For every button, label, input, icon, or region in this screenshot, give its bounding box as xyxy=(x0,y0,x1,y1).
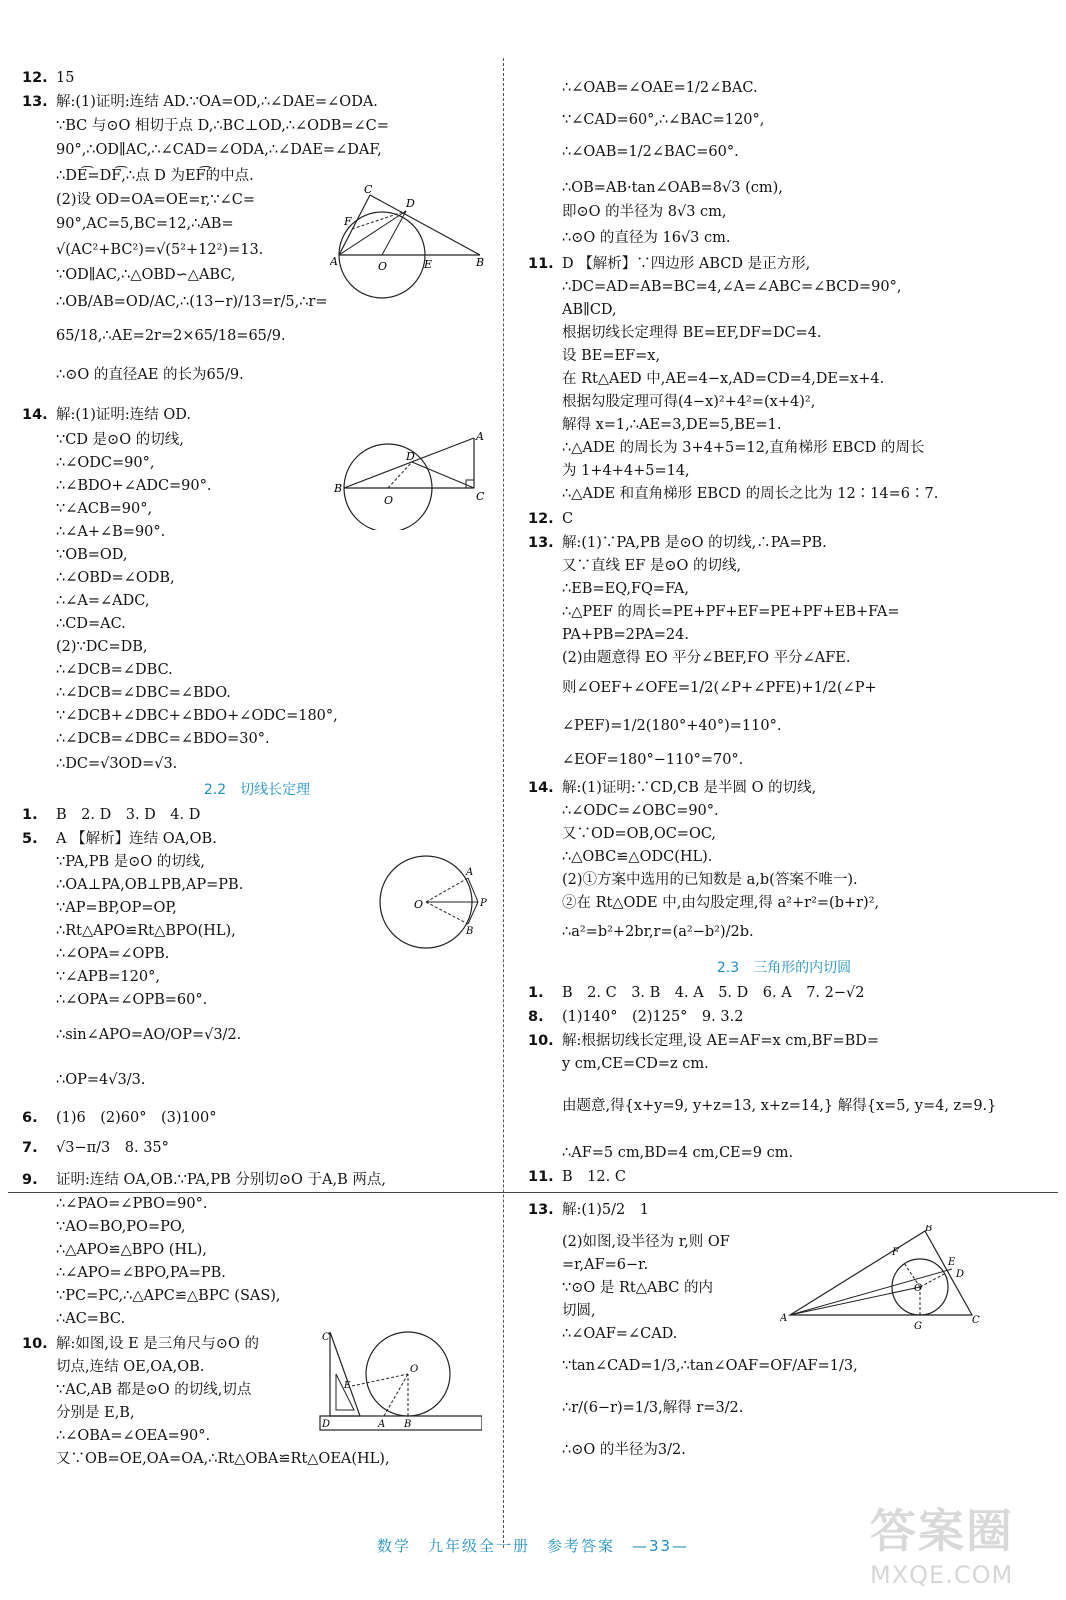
answer-line xyxy=(528,750,743,770)
answer-text: ∴DC=√3OD=√3. xyxy=(56,756,178,772)
answer-line xyxy=(528,533,827,553)
answer-line xyxy=(528,461,690,481)
answer-line xyxy=(22,365,244,385)
answer-line xyxy=(22,499,152,519)
answer-text: ∴∠DCB=∠DBC=∠BDO=30°. xyxy=(56,731,270,747)
answer-text: ∵BC 与⊙O 相切于点 D,∴BC⊥OD,∴∠ODB=∠C= xyxy=(56,118,389,134)
answer-line xyxy=(528,1031,879,1051)
fig-label: A xyxy=(780,1313,788,1324)
answer-line xyxy=(22,898,177,918)
answer-text: 分别是 E,B, xyxy=(56,1405,135,1421)
question-number: 12. xyxy=(528,511,554,527)
answer-text: ∵∠CAD=60°,∴∠BAC=120°, xyxy=(562,112,765,128)
answer-text: 解:(1)5/2 1 xyxy=(562,1202,649,1218)
answer-line xyxy=(528,484,938,504)
answer-text: 65/18,∴AE=2r=2×65/18=65/9. xyxy=(56,328,286,344)
question-number: 11. xyxy=(528,256,554,272)
answer-text: (2)∵DC=DB, xyxy=(56,639,148,655)
answer-line xyxy=(22,1426,210,1446)
answer-text: (1)140° (2)125° 9. 3.2 xyxy=(562,1009,744,1025)
answer-text: 解得 x=1,∴AE=3,DE=5,BE=1. xyxy=(562,417,782,433)
answer-line xyxy=(528,228,730,248)
answer-line xyxy=(528,1440,686,1460)
question-number: 14. xyxy=(22,407,48,423)
answer-text: ∴DC=AD=AB=BC=4,∠A=∠ABC=∠BCD=90°, xyxy=(562,279,902,295)
answer-line xyxy=(22,568,175,588)
answer-text: ∵CD 是⊙O 的切线, xyxy=(56,432,184,448)
answer-text: 在 Rt△AED 中,AE=4−x,AD=CD=4,DE=x+4. xyxy=(562,371,885,387)
answer-line xyxy=(528,556,741,576)
answer-text: ∵∠APB=120°, xyxy=(56,969,160,985)
answer-text: 切圆, xyxy=(562,1303,596,1319)
answer-line xyxy=(528,1143,793,1163)
answer-text: 90°,AC=5,BC=12,∴AB= xyxy=(56,216,234,232)
question-number: 10. xyxy=(528,1033,554,1049)
answer-line xyxy=(22,1170,386,1190)
answer-line xyxy=(528,277,901,297)
fig-label: O xyxy=(378,260,388,273)
answer-text: ∴AC=BC. xyxy=(56,1311,126,1327)
fig-label: G xyxy=(914,1321,922,1332)
answer-line xyxy=(22,140,382,160)
answer-text: ∴△ADE 和直角梯形 EBCD 的周长之比为 12∶14=6∶7. xyxy=(562,486,939,502)
answer-line xyxy=(528,1255,648,1275)
fig-label: C xyxy=(322,1332,330,1343)
question-number: 12. xyxy=(22,70,48,86)
answer-text: ∴Rt△APO≌Rt△BPO(HL), xyxy=(56,923,236,939)
answer-line xyxy=(22,68,74,88)
answer-line xyxy=(528,893,879,913)
answer-text: ∴∠OAB=1/2∠BAC=60°. xyxy=(562,144,739,160)
answer-text: ∴a²=b²+2br,r=(a²−b²)/2b. xyxy=(562,924,754,940)
answer-line xyxy=(528,142,739,162)
answer-line xyxy=(22,921,236,941)
question-number: 10. xyxy=(22,1336,48,1352)
answer-text: 解:(1)证明:连结 AD.∵OA=OD,∴∠DAE=∠ODA. xyxy=(56,94,378,110)
answer-line xyxy=(528,1167,626,1187)
answer-line xyxy=(22,522,165,542)
figure-q5-tangent-lines xyxy=(370,850,500,950)
answer-text: C xyxy=(562,511,574,527)
answer-line xyxy=(528,958,1040,978)
question-number: 13. xyxy=(528,535,554,551)
answer-line xyxy=(22,326,286,346)
answer-line xyxy=(528,202,727,222)
answer-text: =r,AF=6−r. xyxy=(562,1257,649,1273)
section-heading: 2.3 三角形的内切圆 xyxy=(716,960,852,976)
section-heading: 2.2 切线长定理 xyxy=(203,782,311,798)
answer-line xyxy=(22,430,184,450)
answer-line xyxy=(22,754,177,774)
fig-label: C xyxy=(972,1315,980,1326)
answer-text: ∵AO=BO,PO=PO, xyxy=(56,1219,186,1235)
answer-line xyxy=(528,801,719,821)
answer-text: ∴⊙O 的直径为 16√3 cm. xyxy=(562,230,731,246)
question-number: 14. xyxy=(528,780,554,796)
fig-label: O xyxy=(384,494,394,507)
answer-line xyxy=(528,178,783,198)
question-number: 1. xyxy=(528,985,544,1001)
answer-text: ∴⊙O 的半径为3/2. xyxy=(562,1442,686,1458)
answer-text: ∴∠OAF=∠CAD. xyxy=(562,1326,678,1342)
answer-text: 解:如图,设 E 是三角尺与⊙O 的 xyxy=(56,1336,259,1352)
answer-line xyxy=(22,214,234,234)
answer-line xyxy=(22,476,212,496)
answer-line xyxy=(528,369,884,389)
fig-label: P xyxy=(480,898,487,909)
answer-text: (2)①方案中选用的已知数是 a,b(答案不唯一). xyxy=(562,872,858,888)
answer-line xyxy=(22,1357,204,1377)
answer-text: ∴DE͡=DF͡,∴点 D 为EF͡的中点. xyxy=(56,168,254,184)
fig-label: C xyxy=(364,183,373,196)
answer-text: 解:(1)证明:连结 OD. xyxy=(56,407,192,423)
fig-label: B xyxy=(925,1225,933,1234)
answer-text: PA+PB=2PA=24. xyxy=(562,627,689,643)
answer-line xyxy=(22,190,255,210)
answer-text: D 【解析】∵四边形 ABCD 是正方形, xyxy=(562,256,811,272)
answer-text: 为 1+4+4+5=14, xyxy=(562,463,690,479)
fig-label: A xyxy=(330,255,338,268)
fig-label: A xyxy=(476,430,484,443)
answer-text: ∵AP=BP,OP=OP, xyxy=(56,900,177,916)
answer-line xyxy=(528,1232,730,1252)
answer-text: 解:(1)证明:∵CD,CB 是半圆 O 的切线, xyxy=(562,780,817,796)
answer-line xyxy=(528,438,924,458)
answer-text: ∴∠ODC=90°, xyxy=(56,455,155,471)
answer-line xyxy=(22,1194,208,1214)
answer-line xyxy=(22,1380,251,1400)
answer-line xyxy=(528,346,660,366)
answer-text: 设 BE=EF=x, xyxy=(562,348,661,364)
answer-text: B 12. C xyxy=(562,1169,626,1185)
answer-line xyxy=(22,990,207,1010)
answer-line xyxy=(528,648,850,668)
figure-q10-set-square xyxy=(312,1330,482,1440)
answer-line xyxy=(22,116,389,136)
answer-line xyxy=(22,591,149,611)
answer-text: 证明:连结 OA,OB.∵PA,PB 分别切⊙O 于A,B 两点, xyxy=(56,1172,386,1188)
answer-line xyxy=(528,870,858,890)
answer-text: 又∵OD=OB,OC=OC, xyxy=(562,826,717,842)
answer-line xyxy=(528,509,573,529)
answer-text: ∴∠OPA=∠OPB=60°. xyxy=(56,992,208,1008)
answer-line xyxy=(528,1324,677,1344)
answer-line xyxy=(22,1108,216,1128)
answer-line xyxy=(22,944,169,964)
answer-text: ∴∠DCB=∠DBC. xyxy=(56,662,173,678)
answer-text: A 【解析】连结 OA,OB. xyxy=(56,831,217,847)
answer-text: ∠PEF)=1/2(180°+40°)=110°. xyxy=(562,718,782,734)
answer-line xyxy=(528,78,758,98)
answer-text: (2)如图,设半径为 r,则 OF xyxy=(562,1234,730,1250)
answer-line xyxy=(22,545,128,565)
answer-text: ∴∠DCB=∠DBC=∠BDO. xyxy=(56,685,231,701)
answer-line xyxy=(22,1138,169,1158)
fig-label: F xyxy=(344,215,352,228)
answer-text: ∴△PEF 的周长=PE+PF+EF=PE+PF+EB+FA= xyxy=(562,604,900,620)
figure-q14-circle-triangle xyxy=(330,430,490,530)
question-number: 7. xyxy=(22,1140,38,1156)
answer-line xyxy=(528,1096,996,1116)
answer-text: ∴CD=AC. xyxy=(56,616,126,632)
answer-line xyxy=(528,602,900,622)
answer-line xyxy=(22,265,236,285)
answer-text: ∵PC=PC,∴△APC≌△BPC (SAS), xyxy=(56,1288,281,1304)
answer-line xyxy=(528,1356,858,1376)
fig-label: O xyxy=(914,1283,923,1294)
answer-line xyxy=(22,453,154,473)
question-number: 13. xyxy=(528,1202,554,1218)
answer-text: 根据勾股定理可得(4−x)²+4²=(x+4)², xyxy=(562,394,816,410)
answer-line xyxy=(22,614,126,634)
answer-text: ∴EB=EQ,FQ=FA, xyxy=(562,581,689,597)
fig-label: D xyxy=(322,1419,331,1430)
answer-line xyxy=(22,780,492,800)
question-number: 1. xyxy=(22,807,38,823)
fig-label: D xyxy=(406,197,415,210)
answer-text: 90°,∴OD∥AC,∴∠CAD=∠ODA,∴∠DAE=∠DAF, xyxy=(56,142,382,158)
fig-label: F xyxy=(892,1247,899,1258)
answer-text: ∴∠ODC=∠OBC=90°. xyxy=(562,803,719,819)
fig-label: E xyxy=(948,1257,956,1268)
fig-label: O xyxy=(414,898,424,911)
question-number: 8. xyxy=(528,1009,544,1025)
answer-text: ∴∠A+∠B=90°. xyxy=(56,524,166,540)
answer-text: ∴∠A=∠ADC, xyxy=(56,593,150,609)
answer-line xyxy=(528,1007,743,1027)
question-number: 9. xyxy=(22,1172,38,1188)
answer-text: ∵∠ACB=90°, xyxy=(56,501,153,517)
fig-label: E xyxy=(424,258,433,271)
answer-line xyxy=(528,579,689,599)
answer-text: 切点,连结 OE,OA,OB. xyxy=(56,1359,205,1375)
answer-text: ∴OB=AB·tan∠OAB=8√3 (cm), xyxy=(562,180,783,196)
page-footer: 数学 九年级全一册 参考答案 —33— xyxy=(376,1537,690,1555)
answer-line xyxy=(528,847,712,867)
answer-text: 根据切线长定理得 BE=EF,DF=DC=4. xyxy=(562,325,822,341)
answer-line xyxy=(528,983,864,1003)
answer-text: ②在 Rt△ODE 中,由勾股定理,得 a²+r²=(b+r)², xyxy=(562,895,880,911)
answer-line xyxy=(22,852,205,872)
answer-line xyxy=(528,254,810,274)
answer-text: ∴∠OPA=∠OPB. xyxy=(56,946,170,962)
answer-line xyxy=(528,392,815,412)
answer-line xyxy=(22,405,191,425)
question-number: 11. xyxy=(528,1169,554,1185)
answer-text: B 2. C 3. B 4. A 5. D 6. A 7. 2−√2 xyxy=(562,985,865,1001)
fig-label: O xyxy=(410,1364,419,1375)
fig-label: B xyxy=(334,482,343,495)
watermark-text: 答案圈 xyxy=(870,1504,1014,1558)
answer-line xyxy=(22,1070,145,1090)
answer-text: ∵⊙O 是 Rt△ABC 的内 xyxy=(562,1280,713,1296)
answer-text: ∵AC,AB 都是⊙O 的切线,切点 xyxy=(56,1382,252,1398)
figure-q13-circle-tangent xyxy=(330,180,490,300)
answer-text: ∴∠OAB=∠OAE=1/2∠BAC. xyxy=(562,80,758,96)
figure-q13-incircle xyxy=(780,1225,995,1335)
answer-text: ∵OD∥AC,∴△OBD∽△ABC, xyxy=(56,267,236,283)
answer-text: ∴OA⊥PA,OB⊥PB,AP=PB. xyxy=(56,877,244,893)
answer-text: 解:根据切线长定理,设 AE=AF=x cm,BF=BD= xyxy=(562,1033,880,1049)
answer-line xyxy=(22,729,270,749)
answer-text: 15 xyxy=(56,70,75,86)
fig-label: E xyxy=(344,1381,351,1391)
answer-line xyxy=(22,637,148,657)
answer-text: ∴AF=5 cm,BD=4 cm,CE=9 cm. xyxy=(562,1145,794,1161)
answer-line xyxy=(22,292,328,312)
fig-label: D xyxy=(406,450,415,463)
answer-text: ∴△APO≌△BPO (HL), xyxy=(56,1242,207,1258)
answer-text: 由题意,得{x+y=9, y+z=13, x+z=14,} 解得{x=5, y=4, z=9.} xyxy=(562,1098,997,1114)
answer-line xyxy=(528,824,716,844)
fig-label: C xyxy=(476,490,485,503)
answer-line xyxy=(22,706,338,726)
answer-line xyxy=(528,678,877,698)
answer-line xyxy=(528,922,754,942)
answer-line xyxy=(22,166,254,186)
answer-line xyxy=(22,1217,186,1237)
fig-label: A xyxy=(378,1419,386,1430)
answer-line xyxy=(22,683,231,703)
answer-text: (2)设 OD=OA=OE=r,∵∠C= xyxy=(56,192,256,208)
answer-line xyxy=(22,1286,281,1306)
answer-text: 又∵直线 EF 是⊙O 的切线, xyxy=(562,558,742,574)
answer-line xyxy=(528,778,816,798)
answer-text: 又∵OB=OE,OA=OA,∴Rt△OBA≌Rt△OEA(HL), xyxy=(56,1451,390,1467)
question-number: 13. xyxy=(22,94,48,110)
answer-line xyxy=(22,240,263,260)
answer-text: ∴∠PAO=∠PBO=90°. xyxy=(56,1196,208,1212)
answer-text: 解:(1)∵PA,PB 是⊙O 的切线,∴PA=PB. xyxy=(562,535,827,551)
answer-text: ∴sin∠APO=AO/OP=√3/2. xyxy=(56,1027,242,1043)
answer-line xyxy=(528,1054,709,1074)
question-number: 5. xyxy=(22,831,38,847)
answer-line xyxy=(528,1200,649,1220)
answer-line xyxy=(528,415,781,435)
answer-text: ∴∠OBD=∠ODB, xyxy=(56,570,175,586)
answer-text: ∴∠OBA=∠OEA=90°. xyxy=(56,1428,211,1444)
answer-line xyxy=(528,1398,743,1418)
answer-text: y cm,CE=CD=z cm. xyxy=(562,1056,709,1072)
fig-label: B xyxy=(466,926,474,937)
answer-line xyxy=(22,875,243,895)
answer-text: ∴∠APO=∠BPO,PA=PB. xyxy=(56,1265,226,1281)
watermark-url: MXQE.COM xyxy=(870,1561,1014,1589)
answer-line xyxy=(528,1301,596,1321)
answer-line xyxy=(22,1334,259,1354)
answer-line xyxy=(22,92,378,112)
answer-text: ∠EOF=180°−110°=70°. xyxy=(562,752,744,768)
answer-text: ∵∠DCB+∠DBC+∠BDO+∠ODC=180°, xyxy=(56,708,338,724)
fig-label: D xyxy=(956,1269,965,1280)
answer-text: AB∥CD, xyxy=(562,302,617,318)
answer-text: ∴OB/AB=OD/AC,∴(13−r)/13=r/5,∴r= xyxy=(56,294,328,310)
answer-line xyxy=(22,1449,390,1469)
answer-line xyxy=(528,300,617,320)
answer-line xyxy=(22,1263,226,1283)
fig-label: A xyxy=(466,867,474,878)
answer-text: (2)由题意得 EO 平分∠BEF,FO 平分∠AFE. xyxy=(562,650,851,666)
answer-line xyxy=(528,716,781,736)
answer-text: ∴r/(6−r)=1/3,解得 r=3/2. xyxy=(562,1400,744,1416)
answer-text: (1)6 (2)60° (3)100° xyxy=(56,1110,217,1126)
answer-text: √(AC²+BC²)=√(5²+12²)=13. xyxy=(56,242,264,258)
answer-line xyxy=(22,660,173,680)
answer-line xyxy=(22,1025,241,1045)
answer-line xyxy=(22,1309,125,1329)
answer-text: √3−π/3 8. 35° xyxy=(56,1140,169,1156)
answer-text: 即⊙O 的半径为 8√3 cm, xyxy=(562,204,727,220)
answer-line xyxy=(528,323,822,343)
fig-label: B xyxy=(404,1419,412,1430)
answer-line xyxy=(22,1403,135,1423)
fig-label: B xyxy=(476,256,485,269)
answer-text: B 2. D 3. D 4. D xyxy=(56,807,201,823)
answer-text: ∵OB=OD, xyxy=(56,547,128,563)
page-divider xyxy=(8,1192,1058,1193)
answer-line xyxy=(528,625,689,645)
answer-text: 则∠OEF+∠OFE=1/2(∠P+∠PFE)+1/2(∠P+ xyxy=(562,680,877,696)
answer-text: ∴∠BDO+∠ADC=90°. xyxy=(56,478,212,494)
watermark-logo xyxy=(870,1495,1014,1589)
answer-text: ∴OP=4√3/3. xyxy=(56,1072,146,1088)
column-divider xyxy=(503,58,504,1548)
answer-text: ∵PA,PB 是⊙O 的切线, xyxy=(56,854,206,870)
answer-text: ∴△OBC≌△ODC(HL). xyxy=(562,849,713,865)
answer-text: ∴△ADE 的周长为 3+4+5=12,直角梯形 EBCD 的周长 xyxy=(562,440,925,456)
answer-text: ∵tan∠CAD=1/3,∴tan∠OAF=OF/AF=1/3, xyxy=(562,1358,858,1374)
answer-line xyxy=(22,967,160,987)
question-number: 6. xyxy=(22,1110,38,1126)
answer-line xyxy=(22,829,217,849)
answer-line xyxy=(528,110,764,130)
answer-line xyxy=(528,1278,713,1298)
answer-line xyxy=(22,805,200,825)
answer-line xyxy=(22,1240,207,1260)
answer-text: ∴⊙O 的直径AE 的长为65/9. xyxy=(56,367,244,383)
